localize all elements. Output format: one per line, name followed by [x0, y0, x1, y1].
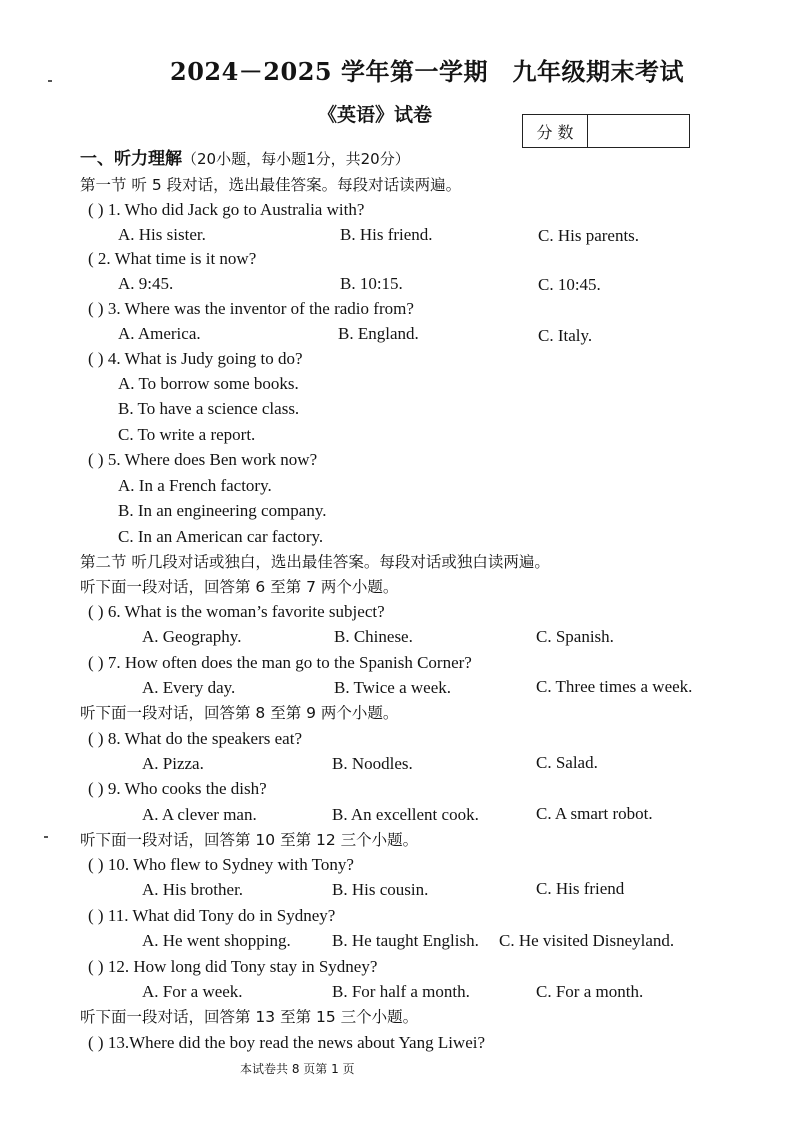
q9-option-b: B. An excellent cook. — [332, 805, 479, 824]
group-instruction-3: 听下面一段对话，回答第 10 至第 12 三个小题。 — [80, 831, 419, 849]
scan-speck — [44, 836, 48, 838]
q4-option-b: B. To have a science class. — [118, 399, 300, 418]
q5-option-a: A. In a French factory. — [118, 476, 272, 495]
q6-option-c: C. Spanish. — [536, 627, 614, 646]
q7-option-b: B. Twice a week. — [334, 678, 451, 697]
question-4: ( ) 4. What is Judy going to do? — [88, 349, 303, 368]
q6-option-b: B. Chinese. — [334, 627, 413, 646]
q2-option-a: A. 9:45. — [118, 274, 174, 293]
q2-option-c: C. 10:45. — [538, 275, 601, 294]
q10-option-b: B. His cousin. — [332, 880, 429, 899]
q5-option-c: C. In an American car factory. — [118, 527, 324, 546]
question-6: ( ) 6. What is the woman’s favorite subject? — [88, 602, 385, 621]
question-11: ( ) 11. What did Tony do in Sydney? — [88, 906, 336, 925]
q11-option-b: B. He taught English. — [332, 931, 479, 950]
page-footer: 本试卷共 8 页第 1 页 — [240, 1062, 355, 1076]
q3-option-b: B. England. — [338, 324, 419, 343]
q1-option-a: A. His sister. — [118, 225, 206, 244]
question-13: ( ) 13.Where did the boy read the news about Yang Liwei? — [88, 1033, 486, 1052]
q5-option-b: B. In an engineering company. — [118, 501, 327, 520]
q7-option-c: C. Three times a week. — [536, 677, 693, 696]
question-10: ( ) 10. Who flew to Sydney with Tony? — [88, 855, 354, 874]
q2-option-b: B. 10:15. — [340, 274, 403, 293]
q10-option-a: A. His brother. — [142, 880, 244, 899]
q1-option-c: C. His parents. — [538, 226, 640, 245]
q4-option-a: A. To borrow some books. — [118, 374, 299, 393]
q8-option-c: C. Salad. — [536, 753, 598, 772]
section-heading-note: （20小题，每小题1分，共20分） — [182, 150, 410, 168]
part1-instruction: 第一节 听 5 段对话，选出最佳答案。每段对话读两遍。 — [80, 176, 462, 194]
question-3: ( ) 3. Where was the inventor of the radio from? — [88, 299, 414, 318]
group-instruction-1: 听下面一段对话，回答第 6 至第 7 两个小题。 — [80, 578, 399, 596]
group-instruction-4: 听下面一段对话，回答第 13 至第 15 三个小题。 — [80, 1008, 419, 1026]
q3-option-a: A. America. — [118, 324, 201, 343]
exam-title: 2024－2025 学年第一学期 九年级期末考试 — [170, 57, 684, 86]
q8-option-b: B. Noodles. — [332, 754, 413, 773]
q3-option-c: C. Italy. — [538, 326, 593, 345]
score-field[interactable] — [588, 115, 689, 147]
scan-speck — [48, 80, 52, 82]
score-box — [522, 114, 690, 148]
exam-subtitle: 《英语》试卷 — [318, 104, 433, 126]
q12-option-c: C. For a month. — [536, 982, 644, 1001]
q6-option-a: A. Geography. — [142, 627, 242, 646]
question-1: ( ) 1. Who did Jack go to Australia with? — [88, 200, 365, 219]
question-12: ( ) 12. How long did Tony stay in Sydney? — [88, 957, 378, 976]
q12-option-b: B. For half a month. — [332, 982, 470, 1001]
score-label: 分 数 — [523, 115, 588, 147]
q10-option-c: C. His friend — [536, 879, 625, 898]
question-2: ( 2. What time is it now? — [88, 249, 257, 268]
part2-instruction: 第二节 听几段对话或独白，选出最佳答案。每段对话或独白读两遍。 — [80, 553, 550, 571]
question-8: ( ) 8. What do the speakers eat? — [88, 729, 302, 748]
section-heading — [80, 148, 410, 170]
q9-option-c: C. A smart robot. — [536, 804, 653, 823]
q11-option-c: C. He visited Disneyland. — [499, 931, 675, 950]
q8-option-a: A. Pizza. — [142, 754, 204, 773]
q12-option-a: A. For a week. — [142, 982, 243, 1001]
q4-option-c: C. To write a report. — [118, 425, 256, 444]
q11-option-a: A. He went shopping. — [142, 931, 291, 950]
section-heading-title: 一、听力理解 — [80, 149, 182, 169]
q9-option-a: A. A clever man. — [142, 805, 257, 824]
question-9: ( ) 9. Who cooks the dish? — [88, 779, 267, 798]
question-5: ( ) 5. Where does Ben work now? — [88, 450, 318, 469]
group-instruction-2: 听下面一段对话，回答第 8 至第 9 两个小题。 — [80, 704, 399, 722]
question-7: ( ) 7. How often does the man go to the Spanish Corner? — [88, 653, 472, 672]
q1-option-b: B. His friend. — [340, 225, 433, 244]
q7-option-a: A. Every day. — [142, 678, 236, 697]
